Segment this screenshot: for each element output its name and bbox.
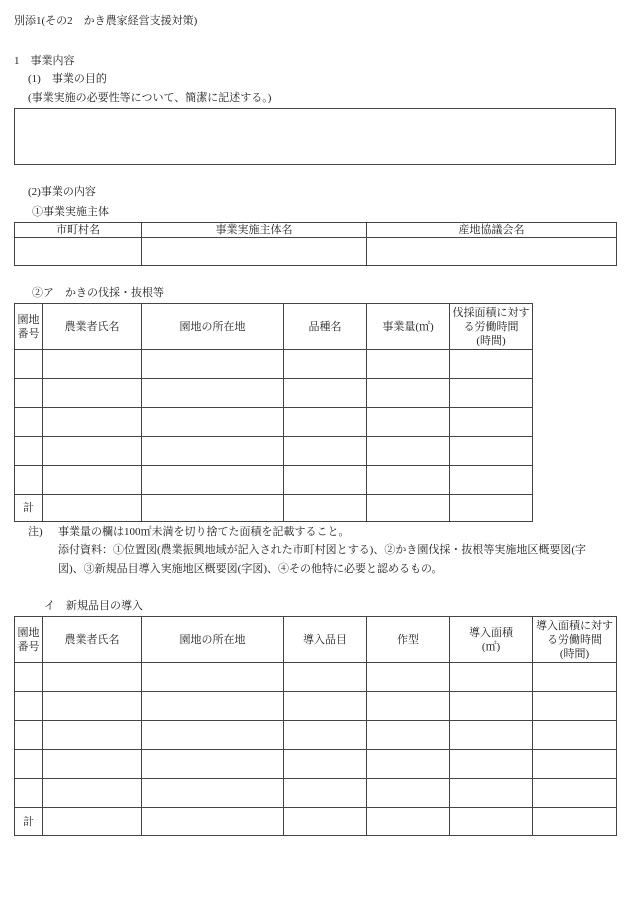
- total-row: [15, 495, 533, 522]
- table-cell: [15, 692, 43, 721]
- table-cell: [450, 466, 533, 495]
- table-cell: [43, 750, 142, 779]
- total-cell: [450, 495, 533, 522]
- table-cell: [142, 379, 284, 408]
- header-row: [15, 617, 617, 663]
- table-cell: [450, 663, 533, 692]
- col-header-cropping-type: 作型: [367, 617, 450, 663]
- felling-table: [14, 303, 533, 522]
- table-cell: [284, 721, 367, 750]
- purpose-text-box: [14, 108, 616, 165]
- table-cell: [450, 437, 533, 466]
- note-label: 注): [28, 526, 43, 538]
- implementer-table: [14, 222, 617, 266]
- new-items-heading: イ 新規品目の導入: [44, 600, 143, 612]
- table-cell: [367, 238, 617, 266]
- attachments-line-2: 図)、③新規品目導入実施地区概要図(字図)、④その他特に必要と認めるもの。: [58, 563, 443, 575]
- table-cell: [450, 721, 533, 750]
- table-row: [15, 750, 617, 779]
- col-header-plot-number: 園地 番号: [15, 617, 43, 663]
- table-cell: [450, 408, 533, 437]
- table-cell: [450, 779, 533, 808]
- purpose-heading: (1) 事業の目的: [28, 73, 107, 85]
- table-cell: [142, 408, 284, 437]
- table-cell: [142, 750, 284, 779]
- table-cell: [367, 721, 450, 750]
- table-cell: [142, 692, 284, 721]
- table-cell: [142, 466, 284, 495]
- table-cell: [367, 437, 450, 466]
- table-cell: [142, 350, 284, 379]
- col-header-farmer-name: 農業者氏名: [43, 617, 142, 663]
- table-cell: [43, 379, 142, 408]
- table-cell: [284, 408, 367, 437]
- table-cell: [450, 750, 533, 779]
- col-header-introduced-item: 導入品目: [284, 617, 367, 663]
- note-text: 事業量の欄は100㎡未満を切り捨てた面積を記載すること。: [58, 526, 350, 538]
- total-cell: [43, 808, 142, 836]
- new-items-table: [14, 616, 617, 836]
- attachments-line-1: 添付資料：①位置図(農業振興地域が記入された市町村図とする)、②かき園伐採・抜根等実施地区概要図(字: [58, 544, 586, 556]
- col-header-plot-location: 園地の所在地: [142, 304, 284, 350]
- table-cell: [450, 692, 533, 721]
- table-row: [15, 437, 533, 466]
- table-cell: [533, 721, 617, 750]
- table-cell: [43, 408, 142, 437]
- table-cell: [284, 750, 367, 779]
- col-header-introduced-area: 導入面積 (㎡): [450, 617, 533, 663]
- total-cell: [533, 808, 617, 836]
- table-cell: [367, 466, 450, 495]
- table-cell: [43, 692, 142, 721]
- table-row: [15, 721, 617, 750]
- table-cell: [367, 350, 450, 379]
- felling-heading: ②ア かきの伐採・抜根等: [32, 287, 164, 299]
- total-cell: [367, 495, 450, 522]
- col-header-introduced-labor-hours: 導入面積に対す る労働時間 (時間): [533, 617, 617, 663]
- table-cell: [533, 663, 617, 692]
- table-cell: [15, 437, 43, 466]
- attachment-label: 別添1(その2 かき農家経営支援対策): [14, 15, 198, 27]
- col-header-felling-labor-hours: 伐採面積に対す る労働時間 (時間): [450, 304, 533, 350]
- total-cell: [367, 808, 450, 836]
- col-header-plot-location: 園地の所在地: [142, 617, 284, 663]
- table-row: [15, 238, 617, 266]
- header-row: [15, 223, 617, 238]
- total-cell: [43, 495, 142, 522]
- table-cell: [15, 408, 43, 437]
- table-cell: [43, 779, 142, 808]
- table-cell: [367, 408, 450, 437]
- purpose-instruction: (事業実施の必要性等について、簡潔に記述する。): [28, 92, 272, 104]
- table-cell: [533, 692, 617, 721]
- table-cell: [450, 350, 533, 379]
- table-row: [15, 663, 617, 692]
- col-header-municipality: 市町村名: [15, 223, 142, 238]
- table-cell: [142, 779, 284, 808]
- table-cell: [15, 750, 43, 779]
- col-header-plot-number: 園地 番号: [15, 304, 43, 350]
- total-cell: [142, 495, 284, 522]
- table-cell: [367, 750, 450, 779]
- col-header-council-name: 産地協議会名: [367, 223, 617, 238]
- table-cell: [367, 663, 450, 692]
- table-cell: [284, 663, 367, 692]
- table-cell: [15, 663, 43, 692]
- table-cell: [15, 721, 43, 750]
- table-cell: [43, 466, 142, 495]
- table-cell: [142, 238, 367, 266]
- table-cell: [142, 437, 284, 466]
- table-row: [15, 692, 617, 721]
- table-cell: [15, 350, 43, 379]
- col-header-project-area: 事業量(㎡): [367, 304, 450, 350]
- table-cell: [284, 350, 367, 379]
- table-cell: [142, 721, 284, 750]
- table-cell: [43, 663, 142, 692]
- table-cell: [15, 779, 43, 808]
- implementer-heading: ①事業実施主体: [32, 206, 109, 218]
- table-cell: [43, 437, 142, 466]
- section-2-heading: (2)事業の内容: [28, 186, 96, 198]
- table-cell: [284, 437, 367, 466]
- table-cell: [367, 379, 450, 408]
- header-row: [15, 304, 533, 350]
- table-cell: [43, 721, 142, 750]
- table-row: [15, 779, 617, 808]
- table-cell: [15, 238, 142, 266]
- table-row: [15, 350, 533, 379]
- col-header-variety: 品種名: [284, 304, 367, 350]
- table-cell: [43, 350, 142, 379]
- table-cell: [533, 779, 617, 808]
- total-label: 計: [15, 495, 43, 522]
- table-cell: [284, 779, 367, 808]
- total-cell: [450, 808, 533, 836]
- total-cell: [284, 495, 367, 522]
- table-cell: [284, 379, 367, 408]
- table-cell: [450, 379, 533, 408]
- total-row: [15, 808, 617, 836]
- table-cell: [15, 379, 43, 408]
- col-header-implementer-name: 事業実施主体名: [142, 223, 367, 238]
- table-row: [15, 466, 533, 495]
- total-cell: [284, 808, 367, 836]
- total-cell: [142, 808, 284, 836]
- table-cell: [533, 750, 617, 779]
- table-cell: [142, 663, 284, 692]
- table-cell: [367, 779, 450, 808]
- table-cell: [15, 466, 43, 495]
- section-1-title: 1 事業内容: [14, 55, 75, 67]
- total-label: 計: [15, 808, 43, 836]
- table-row: [15, 379, 533, 408]
- table-row: [15, 408, 533, 437]
- table-cell: [284, 692, 367, 721]
- table-cell: [367, 692, 450, 721]
- col-header-farmer-name: 農業者氏名: [43, 304, 142, 350]
- table-cell: [284, 466, 367, 495]
